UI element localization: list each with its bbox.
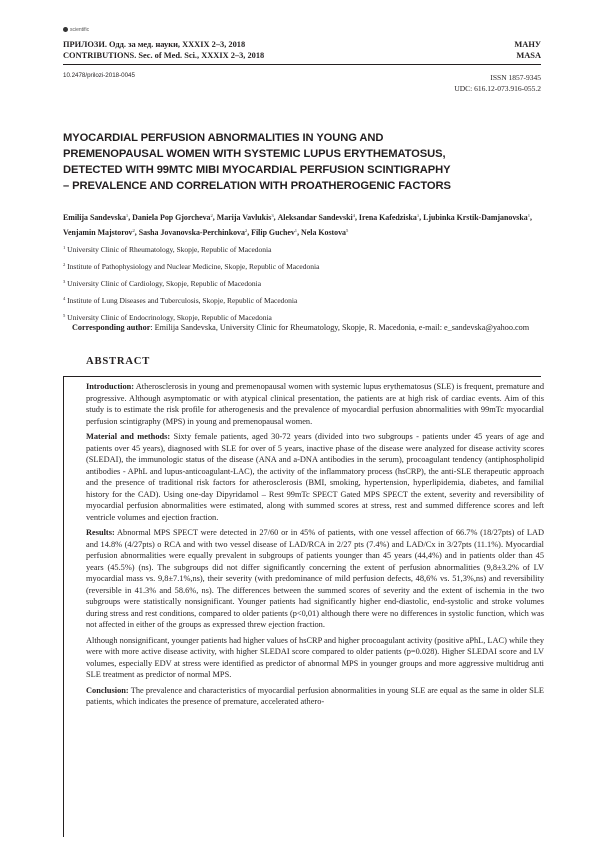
academy-header-line-mk: МАНУ bbox=[514, 40, 541, 49]
author: Nela Kostova$^5$ bbox=[301, 228, 349, 237]
abstract-introduction: Introduction: Atherosclerosis in young and premenopausal women with systemic lupus erythematosus (SLE) is frequent, premature and progressive. Although asymptomatic or with atypical clinical presentation, the patients are at high risk of cardiac events. Aim of this study is to estimate the risk profile for atherogenesis and the prevalence of myocardial perfusion abnormalities with 99mTc myocardial perfusion scintigraphy (MPS) in young and premenopausal women. bbox=[86, 382, 544, 426]
academy-header-line-en: MASA bbox=[516, 51, 541, 60]
academy-header bbox=[514, 39, 541, 61]
affiliation: $^1$ University Clinic of Rheumatology, Skopje, Republic of Macedonia bbox=[63, 245, 272, 254]
abstract-conclusion: Conclusion: The prevalence and characteristics of myocardial perfusion abnormalities in young SLE are equal as the same in older SLE patients, which indicates the presence of premature, accelerated athero- bbox=[86, 685, 544, 706]
abstract-methods: Material and methods: Sixty female patients, aged 30-72 years (divided into two subgroups - patients under 45 years of age and patients over 45 years), diagnosed with SLE for over of 5 years, inactive phase of the disease were analyzed for disease activity scores (SLEDAI), the immunologic status of the disease (ANA and a-DNA antibodies in the serum), procoagulant tendency (antiphospholipid antibodies - APhL and lupus-anticoagulant-LAC), the activity of the inflammatory process (hsCRP), the anti-SLE therapeutic approach and the presence of traditional risk factors for atherosclerosis (BMI, smoking, hypertension, hyperlipidemia, diabetes, and familial history for the CAD). Using one-day Dipyridamol – Rest 99mTc SPECT Gated MPS SPECT the extent, severity and reversibility of myocardial perfusion abnormalities were estimated, along with summed scores at stress, rest and summed difference scores and left ventricle volumes and ejection fraction. bbox=[86, 432, 544, 522]
corresponding-author-text: : Emilija Sandevska, University Clinic for Rheumatology, Skopje, R. Macedonia, e-mail: e_sandevska@yahoo.com bbox=[150, 323, 530, 332]
abstract-body bbox=[86, 381, 544, 712]
author: Aleksandar Sandevski$^4$, bbox=[277, 213, 359, 222]
affiliation: $^3$ University Clinic of Cardiology, Skopje, Republic of Macedonia bbox=[63, 279, 262, 288]
corresponding-author-label: Corresponding author bbox=[72, 323, 151, 332]
title-line: PREMENOPAUSAL WOMEN WITH SYSTEMIC LUPUS ERYTHEMATOSUS, bbox=[63, 148, 446, 160]
author: Irena Kafedziska$^1$, bbox=[358, 213, 424, 222]
corresponding-author bbox=[72, 322, 544, 334]
publisher-logo bbox=[63, 27, 89, 33]
author: Emilija Sandevska$^1$, bbox=[63, 213, 133, 222]
publisher-logo-text: scientific bbox=[70, 27, 90, 33]
title-line: – PREVALENCE AND CORRELATION WITH PROATHEROGENIC FACTORS bbox=[63, 180, 451, 192]
affiliation: $^2$ Institute of Pathophysiology and Nuclear Medicine, Skopje, Republic of Macedonia bbox=[63, 262, 320, 271]
article-title bbox=[63, 130, 543, 194]
affiliation: $^4$ Institute of Lung Diseases and Tuberculosis, Skopje, Republic of Macedonia bbox=[63, 296, 298, 305]
header-divider bbox=[63, 64, 541, 65]
affiliation-list bbox=[63, 240, 319, 325]
author: Filip Guchev$^1$, bbox=[251, 228, 302, 237]
abstract-results-continued: Although nonsignificant, younger patients had higher values of hsCRP and higher procoagulant activity (positive aPhL, LAC) while they were with more active disease activity, with higher SLEDAI score compared to older patients (p=0.028). Higher SLEDAI score and LV volumes, especially EDV at stress were identified as predictor of abnormal MPS in younger groups and more aggressive multidrug anti SLE treatment as predictor of normal MPS. bbox=[86, 635, 544, 679]
author: Sasha Jovanovska-Perchinkova$^2$, bbox=[138, 228, 252, 237]
abstract-side-rule bbox=[63, 377, 64, 837]
doi-link[interactable]: 10.2478/prilozi-2018-0045 bbox=[63, 72, 135, 79]
author: Marija Vavlukis$^3$, bbox=[216, 213, 278, 222]
abstract-top-rule bbox=[63, 376, 541, 377]
title-line: MYOCARDIAL PERFUSION ABNORMALITIES IN YOUNG AND bbox=[63, 132, 384, 144]
issn: ISSN 1857-9345 bbox=[490, 73, 541, 82]
author: Venjamin Majstorov$^2$, bbox=[63, 228, 139, 237]
author: Ljubinka Krstik-Damjanovska$^1$, bbox=[423, 213, 532, 222]
udc: UDC: 616.12-073.916-055.2 bbox=[454, 84, 541, 93]
journal-header-line-mk: ПРИЛОЗИ. Одд. за мед. науки, XXXIX 2–3, 2018 bbox=[63, 40, 246, 49]
journal-header-line-en: CONTRIBUTIONS. Sec. of Med. Sci., XXXIX 2–3, 2018 bbox=[63, 51, 265, 60]
affiliation: $^5$ University Clinic of Endocrinology, Skopje, Republic of Macedonia bbox=[63, 313, 272, 322]
author-list bbox=[63, 209, 544, 239]
publisher-logo-icon bbox=[63, 27, 68, 32]
author: Daniela Pop Gjorcheva$^2$, bbox=[132, 213, 217, 222]
title-line: DETECTED WITH 99MTC MIBI MYOCARDIAL PERFUSION SCINTIGRAPHY bbox=[63, 164, 451, 176]
abstract-results: Results: Abnormal MPS SPECT were detected in 27/60 or in 45% of patients, with one vessel affection of 66.7% (18/27pts) of LAD and 14.8% (4/27pts) o RCA and with two vessel disease of LAD/RCA in 2/27 pts (7.4%) and LAD/Cx in 3/27pts (11.1%). Myocardial perfusion abnormalities were equally prevalent in subgroups of patients younger than 45 years (44,4%) and in patients older than 45 years (45.5%) (ns). The subgroups did not differ significantly concerning the extent of perfusion abnormalities (9,8±3.2% of LV myocardial mass vs. 9,8±7.1%,ns), their severity (with predominance of mild perfusion defects, 48,6% vs. 51,3%,ns) and reversibility (reversible in 41.3% and 58.6%, ns). The differences between the summed scores of severity and the extent of ischemia in the two subgroups were statistically nonsignificant. Younger patients had significantly higher end-diastolic, end-systolic and stroke volumes during stress and rest conditions, compared to older patients (p<0,01) although there were no differences in systolic function, which was not affected in either of the groups as expressed threw ejection fraction. bbox=[86, 528, 544, 629]
journal-header bbox=[63, 39, 264, 61]
identifiers bbox=[454, 72, 541, 94]
abstract-heading: ABSTRACT bbox=[86, 356, 151, 367]
